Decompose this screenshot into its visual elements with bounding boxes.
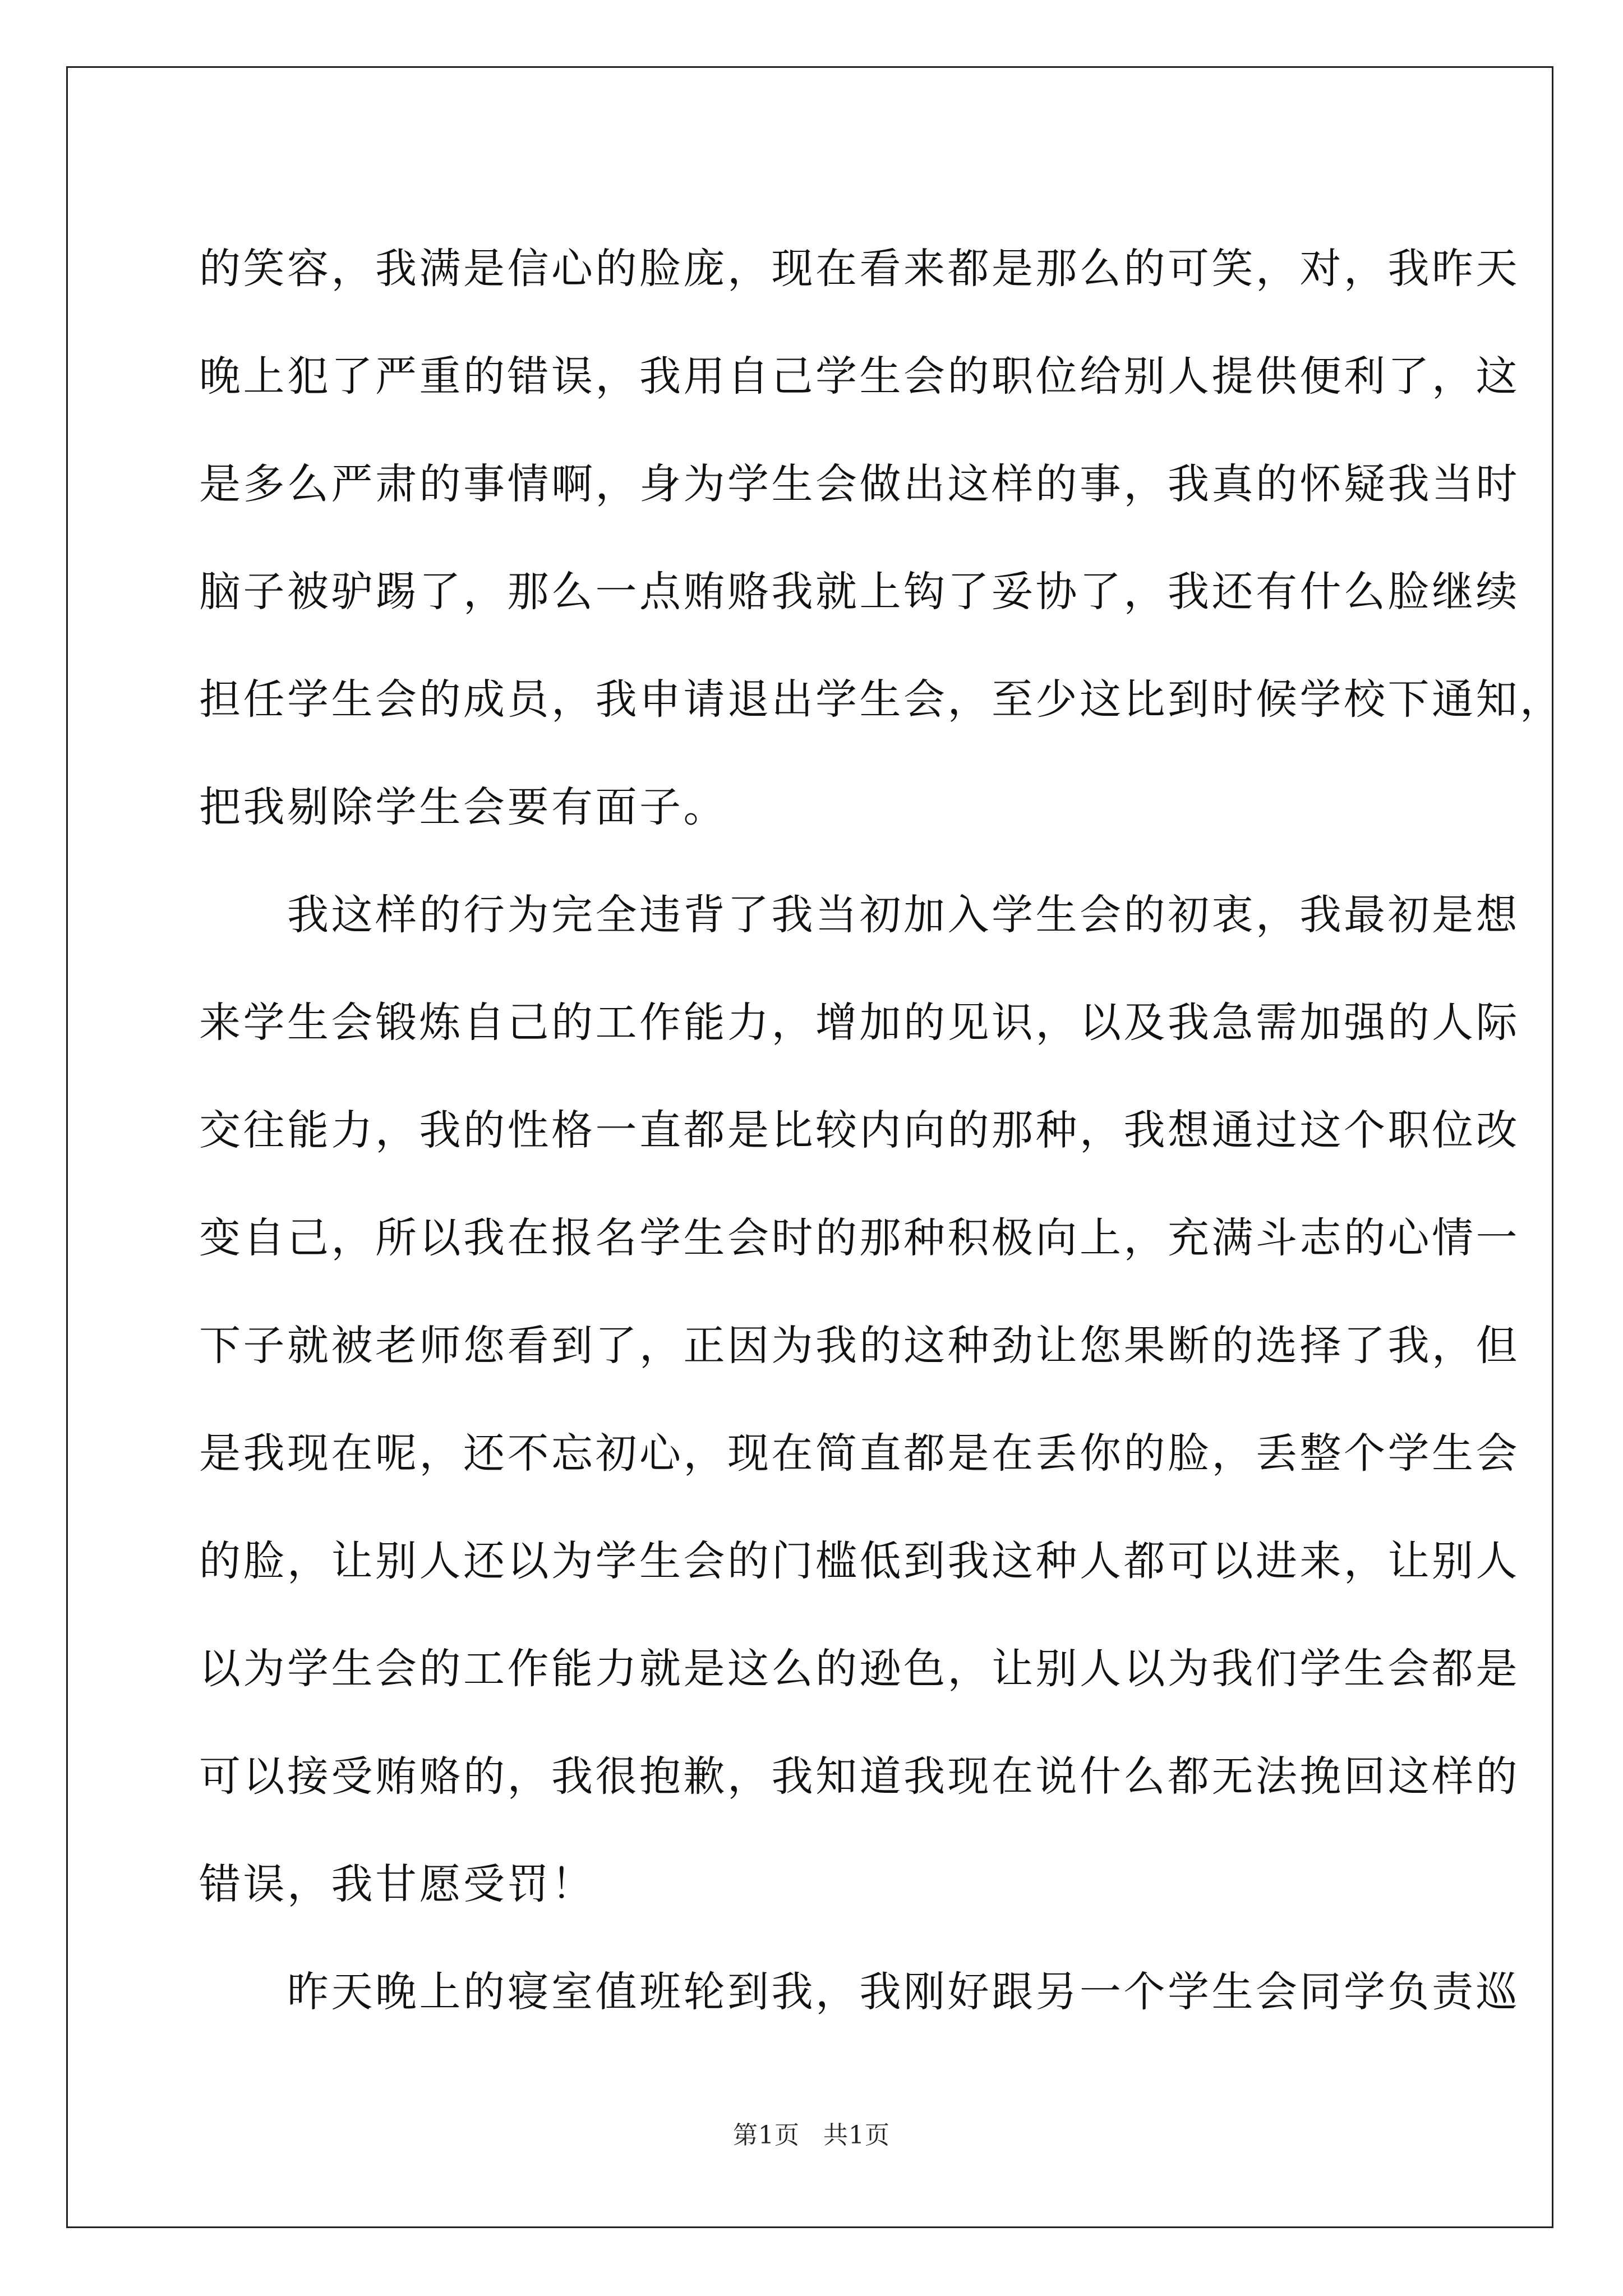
text-line: 下子就被老师您看到了，正因为我的这种劲让您果断的选择了我，但 xyxy=(199,1322,1520,1370)
text-line: 的脸，让别人还以为学生会的门槛低到我这种人都可以进来，让别人 xyxy=(199,1537,1520,1585)
text-line: 的笑容，我满是信心的脸庞，现在看来都是那么的可笑，对，我昨天 xyxy=(199,245,1520,293)
text-line: 交往能力，我的性格一直都是比较内向的那种，我想通过这个职位改 xyxy=(199,1106,1520,1154)
page-footer xyxy=(0,2115,1623,2151)
page-number-current: 第1页 xyxy=(733,2121,800,2150)
text-line: 是多么严肃的事情啊，身为学生会做出这样的事，我真的怀疑我当时 xyxy=(199,460,1520,508)
text-line: 以为学生会的工作能力就是这么的逊色，让别人以为我们学生会都是 xyxy=(199,1645,1520,1693)
text-line: 把我剔除学生会要有面子。 xyxy=(199,783,727,831)
text-line: 变自己，所以我在报名学生会时的那种积极向上，充满斗志的心情一 xyxy=(199,1214,1520,1262)
text-line: 来学生会锻炼自己的工作能力，增加的见识，以及我急需加强的人际 xyxy=(199,999,1520,1047)
text-line: 错误，我甘愿受罚！ xyxy=(199,1860,596,1908)
text-line: 昨天晚上的寝室值班轮到我，我刚好跟另一个学生会同学负责巡 xyxy=(199,1968,1520,2016)
text-line: 我这样的行为完全违背了我当初加入学生会的初衷，我最初是想 xyxy=(199,891,1520,939)
text-line: 可以接受贿赂的，我很抱歉，我知道我现在说什么都无法挽回这样的 xyxy=(199,1752,1520,1801)
text-line: 担任学生会的成员，我申请退出学生会，至少这比到时候学校下通知， xyxy=(199,675,1564,724)
text-line: 脑子被驴踢了，那么一点贿赂我就上钩了妥协了，我还有什么脸继续 xyxy=(199,568,1520,616)
text-line: 晚上犯了严重的错误，我用自己学生会的职位给别人提供便利了，这 xyxy=(199,352,1520,401)
document-body xyxy=(199,215,1564,2046)
page-number-total: 共1页 xyxy=(823,2121,890,2150)
text-line: 是我现在呢，还不忘初心，现在简直都是在丢你的脸，丢整个学生会 xyxy=(199,1429,1520,1478)
